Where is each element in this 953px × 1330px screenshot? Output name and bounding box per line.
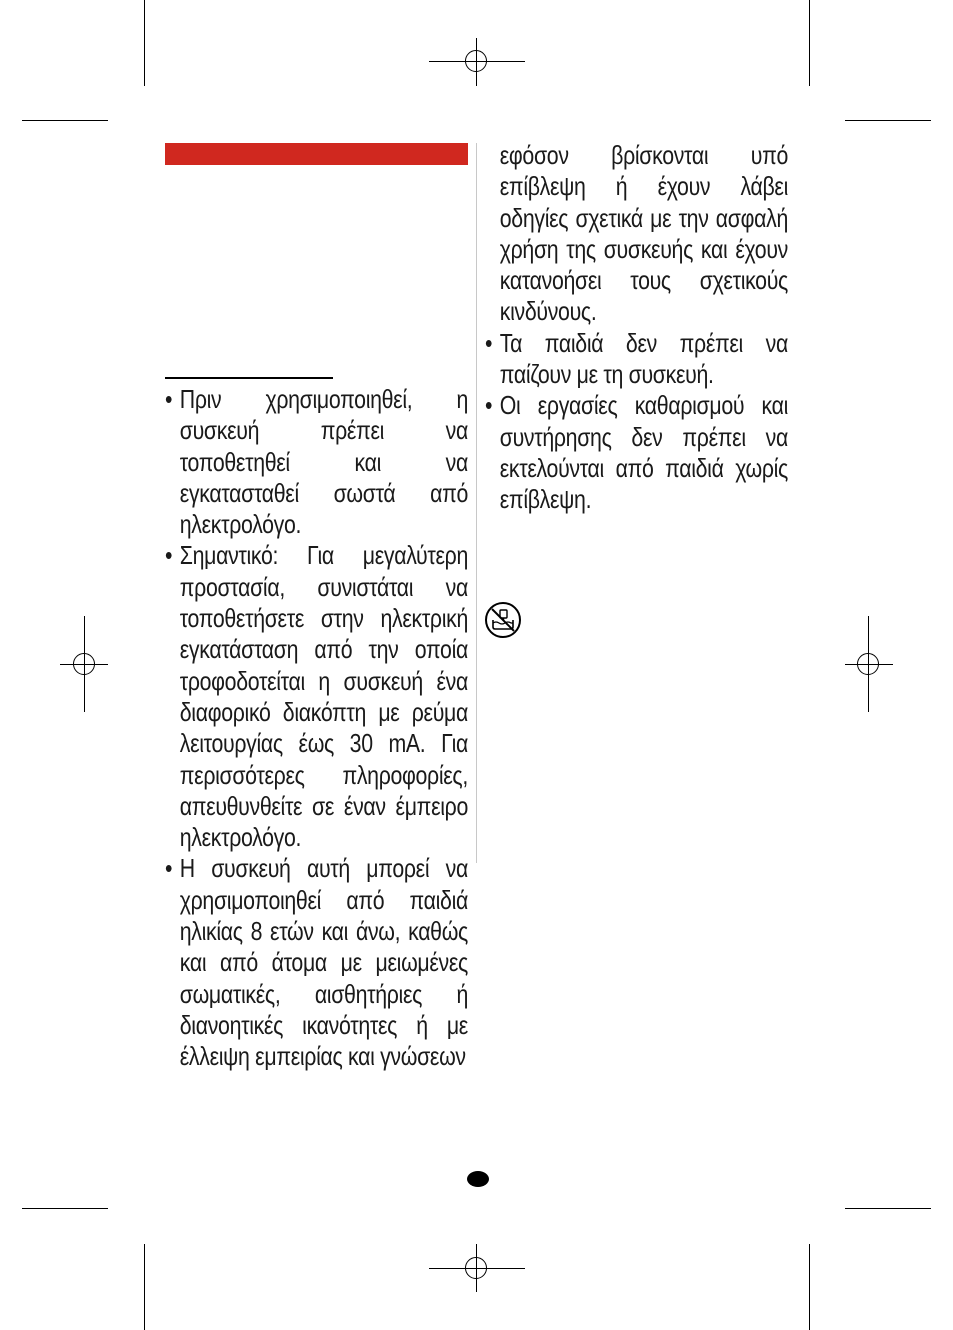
safety-item: • Σημαντικό: Για μεγαλύτερη προστασία, συνιστάται να τοποθετήσετε στην ηλεκτρική εγκατάσταση από την οποία τροφοδοτείται η συσκευή ένα διαφορικό διακόπτη με ρεύμα λειτουργίας έως 30 mA. Για περισσότερες πληροφορίες, απευθυνθείτε σε έναν έμπειρο ηλεκτρολόγο. (165, 540, 468, 853)
left-column (165, 384, 468, 1073)
right-column (485, 140, 788, 516)
safety-item-continuation: εφόσον βρίσκονται υπό επίβλεψη ή έχουν λάβει οδηγίες σχετικά με την ασφαλή χρήση της συσκευής και έχουν κατανοήσει τους σχετικούς κινδύνους. (499, 140, 788, 327)
safety-item: • Τα παιδιά δεν πρέπει να παίζουν με τη συσκευή. (485, 328, 788, 391)
safety-item: • Η συσκευή αυτή μπορεί να χρησιμοποιηθεί από παιδιά ηλικίας 8 ετών και άνω, καθώς και από άτομα με μειωμένες σωματικές, αισθητήριες ή διανοητικές ικανότητες ή με έλλειψη εμπειρίας και γνώσεων (165, 853, 468, 1072)
section-accent-bar (165, 143, 468, 165)
no-immersion-icon (484, 601, 522, 639)
section-divider-rule (165, 377, 333, 379)
safety-item: • Πριν χρησιμοποιηθεί, η συσκευή πρέπει να τοποθετηθεί και να εγκατασταθεί σωστά από ηλεκτρολόγο. (165, 384, 468, 540)
safety-item: • Οι εργασίες καθαρισμού και συντήρησης δεν πρέπει να εκτελούνται από παιδιά χωρίς επίβλεψη. (485, 390, 788, 515)
page-marker-dot (467, 1171, 489, 1187)
column-divider (476, 143, 477, 863)
